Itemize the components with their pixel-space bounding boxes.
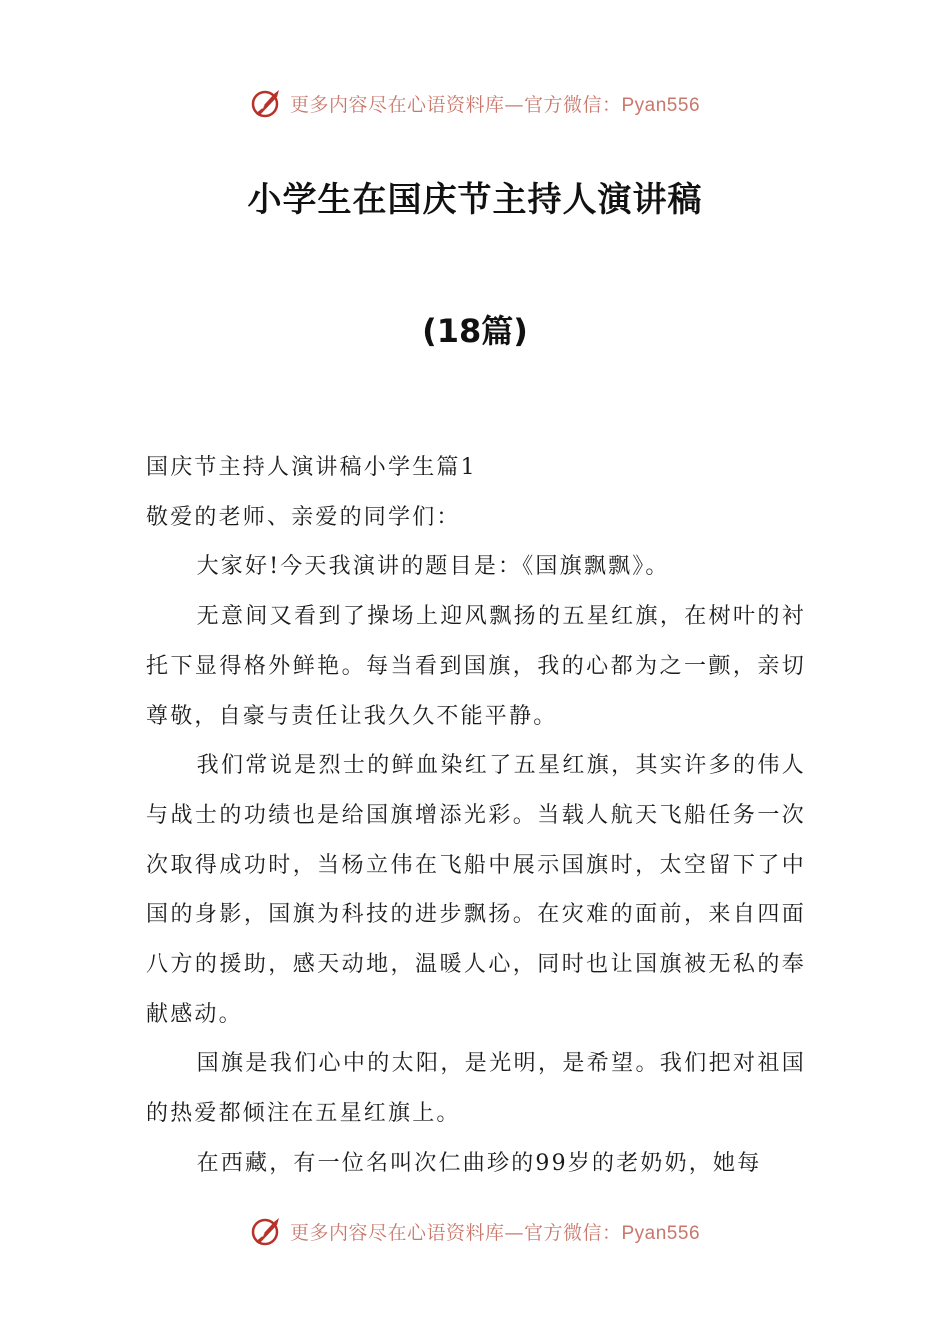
- section-heading: 国庆节主持人演讲稿小学生篇1: [146, 455, 477, 480]
- paragraph-3: 我们常说是烈士的鲜血染红了五星红旗，其实许多的伟人与战士的功绩也是给国旗增添光彩。当载人航天飞船任务一次次取得成功时，当杨立伟在飞船中展示国旗时，太空留下了中国的身影，国旗为科技的进步飘扬。在灾难的面前，来自四面八方的援助，感天动地，温暖人心，同时也让国旗被无私的奉献感动。: [146, 753, 806, 1027]
- pen-nib-logo-icon: [250, 1214, 284, 1248]
- paragraph-4: 国旗是我们心中的太阳，是光明，是希望。我们把对祖国的热爱都倾注在五星红旗上。: [146, 1051, 806, 1127]
- document-subtitle: (18篇): [422, 312, 528, 350]
- footer-banner: [0, 1211, 950, 1251]
- pen-nib-logo-icon: [250, 86, 284, 120]
- header-wechat-id: Pyan556: [621, 94, 701, 116]
- paragraph-2: 无意间又看到了操场上迎风飘扬的五星红旗，在树叶的衬托下显得格外鲜艳。每当看到国旗，我的心都为之一颤，亲切尊敬，自豪与责任让我久久不能平静。: [146, 604, 806, 729]
- paragraph-5: 在西藏，有一位名叫次仁曲珍的99岁的老奶奶，她每: [196, 1150, 762, 1176]
- header-banner: [0, 83, 950, 123]
- document-title: 小学生在国庆节主持人演讲稿: [247, 180, 703, 220]
- salutation: 敬爱的老师、亲爱的同学们：: [146, 504, 461, 530]
- footer-wechat-id: Pyan556: [621, 1222, 701, 1244]
- footer-banner-text: [290, 1218, 700, 1245]
- document-body: [146, 443, 806, 1189]
- header-banner-label: 更多内容尽在心语资料库—官方微信：: [289, 93, 622, 116]
- header-banner-text: [290, 90, 700, 117]
- footer-banner-label: 更多内容尽在心语资料库—官方微信：: [289, 1221, 622, 1244]
- paragraph-1: 大家好!今天我演讲的题目是：《国旗飘飘》。: [196, 554, 670, 580]
